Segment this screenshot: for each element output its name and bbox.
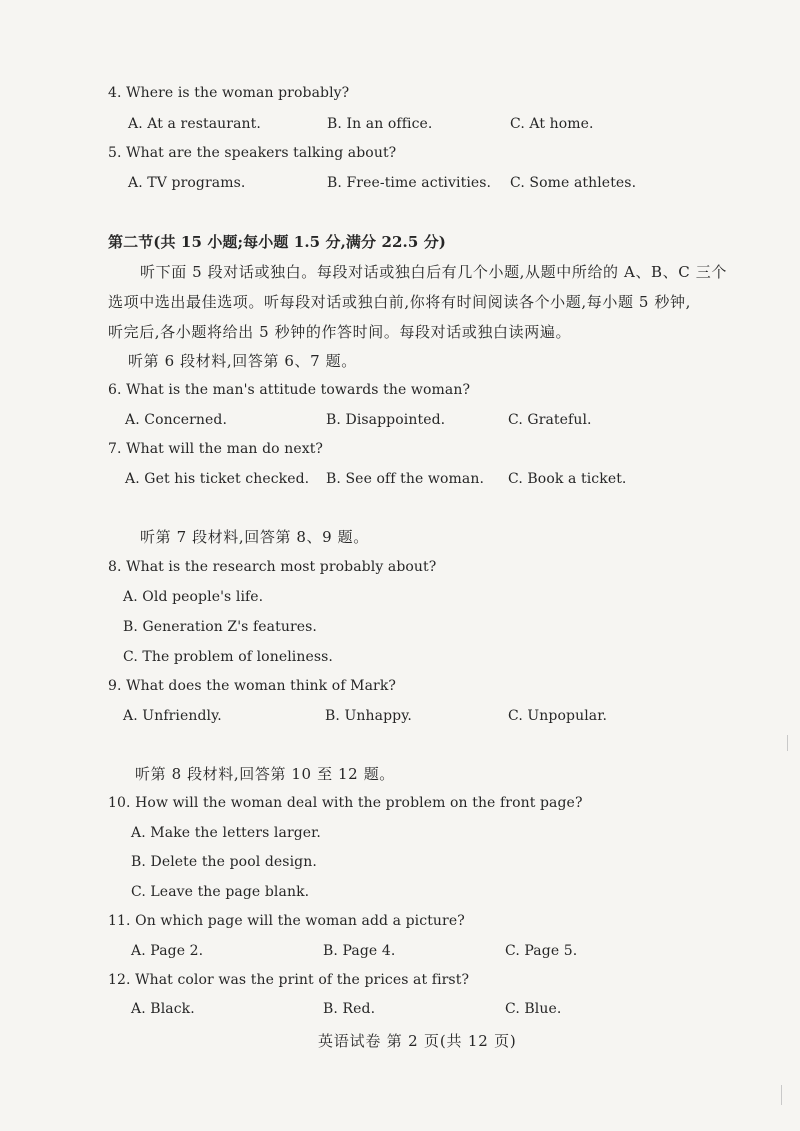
question-7-option-b: B. See off the woman.: [326, 471, 485, 487]
question-5-option-c: C. Some athletes.: [510, 175, 637, 191]
question-5-option-b: B. Free-time activities.: [327, 175, 492, 191]
question-9-option-c: C. Unpopular.: [508, 708, 608, 724]
material-8-instruction: 听第 8 段材料,回答第 10 至 12 题。: [135, 765, 395, 783]
question-11-option-b: B. Page 4.: [323, 943, 396, 959]
question-12-stem: 12. What color was the print of the prices at first?: [108, 972, 470, 988]
question-11-stem: 11. On which page will the woman add a picture?: [108, 913, 465, 929]
question-8-option-b: B. Generation Z's features.: [123, 619, 317, 635]
material-7-instruction: 听第 7 段材料,回答第 8、9 题。: [140, 528, 369, 546]
page-footer: 英语试卷 第 2 页(共 12 页): [318, 1032, 517, 1050]
question-11-option-a: A. Page 2.: [131, 943, 204, 959]
question-8-option-c: C. The problem of loneliness.: [123, 649, 333, 665]
question-5-option-a: A. TV programs.: [128, 175, 246, 191]
question-4-option-b: B. In an office.: [327, 116, 433, 132]
question-9-option-a: A. Unfriendly.: [123, 708, 222, 724]
question-7-option-c: C. Book a ticket.: [508, 471, 627, 487]
question-6-option-c: C. Grateful.: [508, 412, 592, 428]
question-4-stem: 4. Where is the woman probably?: [108, 85, 350, 101]
question-12-option-b: B. Red.: [323, 1001, 376, 1017]
scan-speck: [787, 735, 788, 751]
question-10-stem: 10. How will the woman deal with the problem on the front page?: [108, 795, 583, 811]
question-6-option-a: A. Concerned.: [125, 412, 228, 428]
question-6-option-b: B. Disappointed.: [326, 412, 446, 428]
scan-speck: [781, 1085, 782, 1105]
section-2-heading: 第二节(共 15 小题;每小题 1.5 分,满分 22.5 分): [108, 233, 446, 251]
question-8-stem: 8. What is the research most probably about?: [108, 559, 437, 575]
question-10-option-c: C. Leave the page blank.: [131, 884, 310, 900]
question-6-stem: 6. What is the man's attitude towards the woman?: [108, 382, 471, 398]
question-11-option-c: C. Page 5.: [505, 943, 578, 959]
question-12-option-c: C. Blue.: [505, 1001, 562, 1017]
question-10-option-b: B. Delete the pool design.: [131, 854, 317, 870]
question-4-option-a: A. At a restaurant.: [128, 116, 261, 132]
question-7-option-a: A. Get his ticket checked.: [125, 471, 310, 487]
question-7-stem: 7. What will the man do next?: [108, 441, 324, 457]
section-2-instruction-line-2: 选项中选出最佳选项。听每段对话或独白前,你将有时间阅读各个小题,每小题 5 秒钟,: [108, 293, 691, 311]
material-6-instruction: 听第 6 段材料,回答第 6、7 题。: [128, 352, 357, 370]
question-10-option-a: A. Make the letters larger.: [131, 825, 321, 841]
question-9-option-b: B. Unhappy.: [325, 708, 412, 724]
question-8-option-a: A. Old people's life.: [123, 589, 264, 605]
question-9-stem: 9. What does the woman think of Mark?: [108, 678, 397, 694]
question-12-option-a: A. Black.: [131, 1001, 195, 1017]
question-4-option-c: C. At home.: [510, 116, 594, 132]
section-2-instruction-line-1: 听下面 5 段对话或独白。每段对话或独白后有几个小题,从题中所给的 A、B、C 三个: [140, 263, 727, 281]
section-2-instruction-line-3: 听完后,各小题将给出 5 秒钟的作答时间。每段对话或独白读两遍。: [108, 323, 572, 341]
question-5-stem: 5. What are the speakers talking about?: [108, 145, 397, 161]
